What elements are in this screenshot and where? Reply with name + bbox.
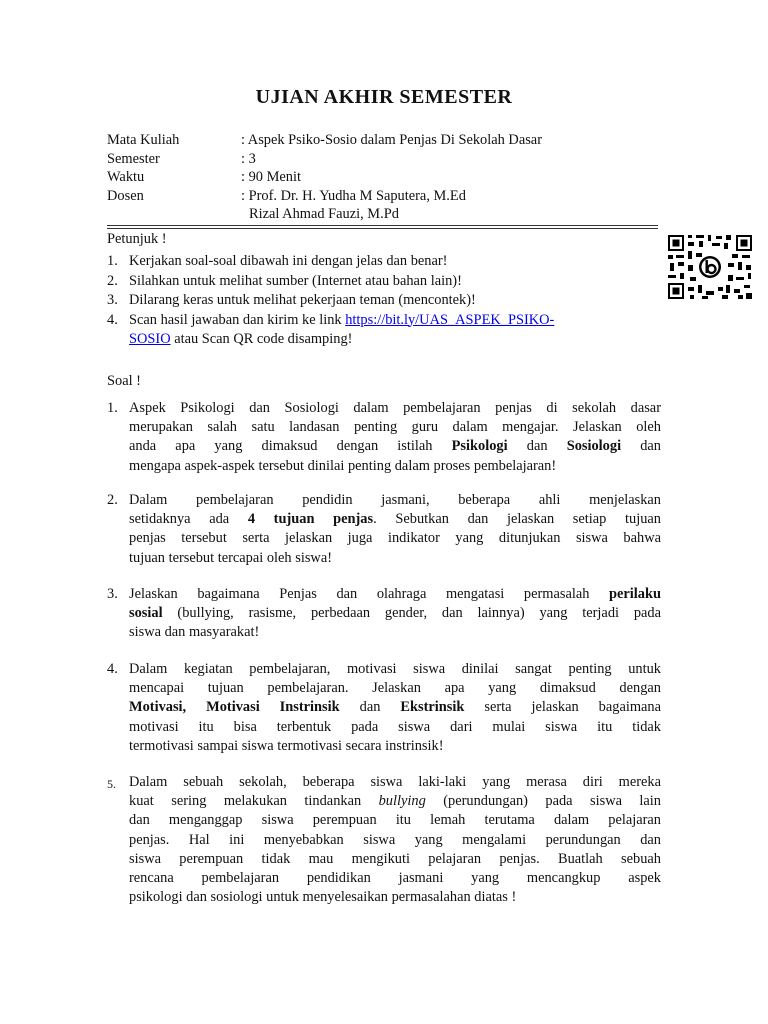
submission-link-cont[interactable]: SOSIO xyxy=(129,331,171,347)
list-item xyxy=(107,311,652,350)
questions-heading: Soal ! xyxy=(107,373,141,389)
list-text: Kerjakan soal-soal dibawah ini dengan jelas dan benar! xyxy=(129,253,448,269)
text-line: tujuan tersebut tercapai oleh siswa! xyxy=(129,549,332,566)
list-text xyxy=(129,311,554,350)
text-line: Dalam sebuah sekolah, beberapa siswa laki-laki yang merasa diri mereka xyxy=(129,774,661,790)
text-run: dan xyxy=(621,438,661,455)
lecturer-value-2: Rizal Ahmad Fauzi, M.Pd xyxy=(249,206,399,222)
instructions-list xyxy=(107,252,652,350)
text-line: Dalam pembelajaran pendidin jasmani, beberapa ahli menjelaskan xyxy=(129,492,661,508)
term-ekstrinsik: Ekstrinsik xyxy=(400,699,465,716)
text-line: psikologi dan sosiologi untuk menyelesaikan permasalahan diatas ! xyxy=(129,889,517,906)
info-row-semester xyxy=(107,150,667,169)
text-run: setidaknya ada xyxy=(129,511,248,528)
text-line: dan menganggap siswa perempuan itu lemah terutama dalam pelajaran xyxy=(129,812,661,829)
info-row-lecturer-2 xyxy=(107,205,667,224)
list-text-before: Scan hasil jawaban dan kirim ke link xyxy=(129,311,346,328)
text-run: (perundungan) pada siswa lain xyxy=(425,793,661,810)
list-item xyxy=(107,252,652,272)
info-label-spacer xyxy=(107,205,241,224)
course-info xyxy=(107,131,667,224)
page-title: UJIAN AKHIR SEMESTER xyxy=(255,86,513,108)
list-text: Silahkan untuk melihat sumber (Internet atau bahan lain)! xyxy=(129,272,462,289)
question-number: 5. xyxy=(107,777,116,791)
instructions-heading: Petunjuk ! xyxy=(107,231,167,247)
term-bullying: bullying xyxy=(378,793,426,810)
text-run: anda apa yang dimaksud dengan istilah xyxy=(129,438,452,455)
question-4 xyxy=(107,660,661,756)
info-row-lecturer xyxy=(107,187,667,206)
lecturer-label: Dosen xyxy=(107,187,144,204)
text-run: dan xyxy=(507,438,567,455)
term-psikologi: Psikologi xyxy=(451,438,508,455)
question-number: 4. xyxy=(107,661,118,677)
divider-top xyxy=(107,225,658,226)
text-line: termotivasi sampai siswa termotivasi secara instrinsik! xyxy=(129,737,444,754)
list-text-after: atau Scan QR code disamping! xyxy=(170,331,353,347)
term-motivasi: Motivasi, Motivasi Instrinsik xyxy=(129,699,340,716)
text-line xyxy=(129,437,661,456)
text-line: penjas tersebut serta jelaskan juga indikator yang ditunjukan siswa bahwa xyxy=(129,530,661,547)
lecturer-value: : Prof. Dr. H. Yudha M Saputera, M.Ed xyxy=(241,187,466,204)
text-line: mengapa aspek-aspek tersebut dinilai penting dalam proses pembelajaran! xyxy=(129,457,557,474)
text-line xyxy=(129,585,661,604)
text-line: rencana pembelajaran pendidikan jasmani yang mencangkup aspek xyxy=(129,869,661,886)
list-text: Dilarang keras untuk melihat pekerjaan teman (mencontek)! xyxy=(129,292,476,308)
text-run: . Sebutkan dan jelaskan setiap tujuan xyxy=(373,511,661,528)
time-label: Waktu xyxy=(107,169,145,185)
text-line: merupakan salah satu landasan penting guru dalam mengajar. Jelaskan oleh xyxy=(129,419,661,436)
text-line xyxy=(129,604,661,623)
question-text xyxy=(129,773,661,907)
text-run: serta jelaskan bagaimana xyxy=(464,699,662,716)
term-perilaku: perilaku xyxy=(609,586,661,602)
semester-value: : 3 xyxy=(241,150,256,167)
info-row-course xyxy=(107,131,667,150)
text-line xyxy=(129,792,661,811)
text-line: siswa dan masyarakat! xyxy=(129,624,260,641)
question-2 xyxy=(107,491,661,568)
qr-code-icon[interactable] xyxy=(666,233,754,301)
question-number: 3. xyxy=(107,586,118,602)
submission-link[interactable]: https://bit.ly/UAS_ASPEK_PSIKO- xyxy=(345,311,555,328)
text-line xyxy=(129,698,661,717)
question-text xyxy=(129,491,661,568)
text-line: penjas. Hal ini menyebabkan siswa yang mengalami perundungan dan xyxy=(129,831,661,848)
info-row-time xyxy=(107,168,667,187)
text-run: Jelaskan bagaimana Penjas dan olahraga mengatasi permasalah xyxy=(129,586,610,602)
text-line: siswa perempuan tidak mau mengikuti pelajaran penjas. Buatlah sebuah xyxy=(129,850,661,867)
text-run: (bullying, rasisme, perbedaan gender, dan lainnya) yang terjadi pada xyxy=(162,605,661,622)
list-number: 2. xyxy=(107,272,118,289)
question-number: 1. xyxy=(107,400,118,416)
term-tujuan-penjas: 4 tujuan penjas xyxy=(247,511,374,528)
list-number: 3. xyxy=(107,292,118,308)
semester-label: Semester xyxy=(107,150,160,167)
text-line: mencapai tujuan pembelajaran. Jelaskan apa yang dimaksud dengan xyxy=(129,680,661,697)
term-sosiologi: Sosiologi xyxy=(566,438,622,455)
list-item xyxy=(107,272,652,292)
question-text xyxy=(129,399,661,476)
question-number: 2. xyxy=(107,492,118,508)
term-sosial: sosial xyxy=(129,605,163,622)
text-line: Aspek Psikologi dan Sosiologi dalam pembelajaran penjas di sekolah dasar xyxy=(129,400,661,416)
list-item xyxy=(107,291,652,311)
course-value: : Aspek Psiko-Sosio dalam Penjas Di Sekolah Dasar xyxy=(241,132,542,148)
question-text xyxy=(129,585,661,643)
question-3 xyxy=(107,585,661,643)
list-number: 1. xyxy=(107,253,118,269)
question-1 xyxy=(107,399,661,476)
text-run: dan xyxy=(339,699,401,716)
divider-bottom xyxy=(107,228,658,229)
text-run: kuat sering melakukan tindankan xyxy=(129,793,379,810)
text-line: motivasi itu bisa terbentuk pada siswa dari mulai siswa itu tidak xyxy=(129,718,661,735)
list-number: 4. xyxy=(107,311,118,328)
question-5 xyxy=(107,773,661,907)
time-value: : 90 Menit xyxy=(241,169,301,185)
course-label: Mata Kuliah xyxy=(107,132,180,148)
question-text xyxy=(129,660,661,756)
text-line xyxy=(129,510,661,529)
text-line: Dalam kegiatan pembelajaran, motivasi siswa dinilai sangat penting untuk xyxy=(129,661,661,677)
